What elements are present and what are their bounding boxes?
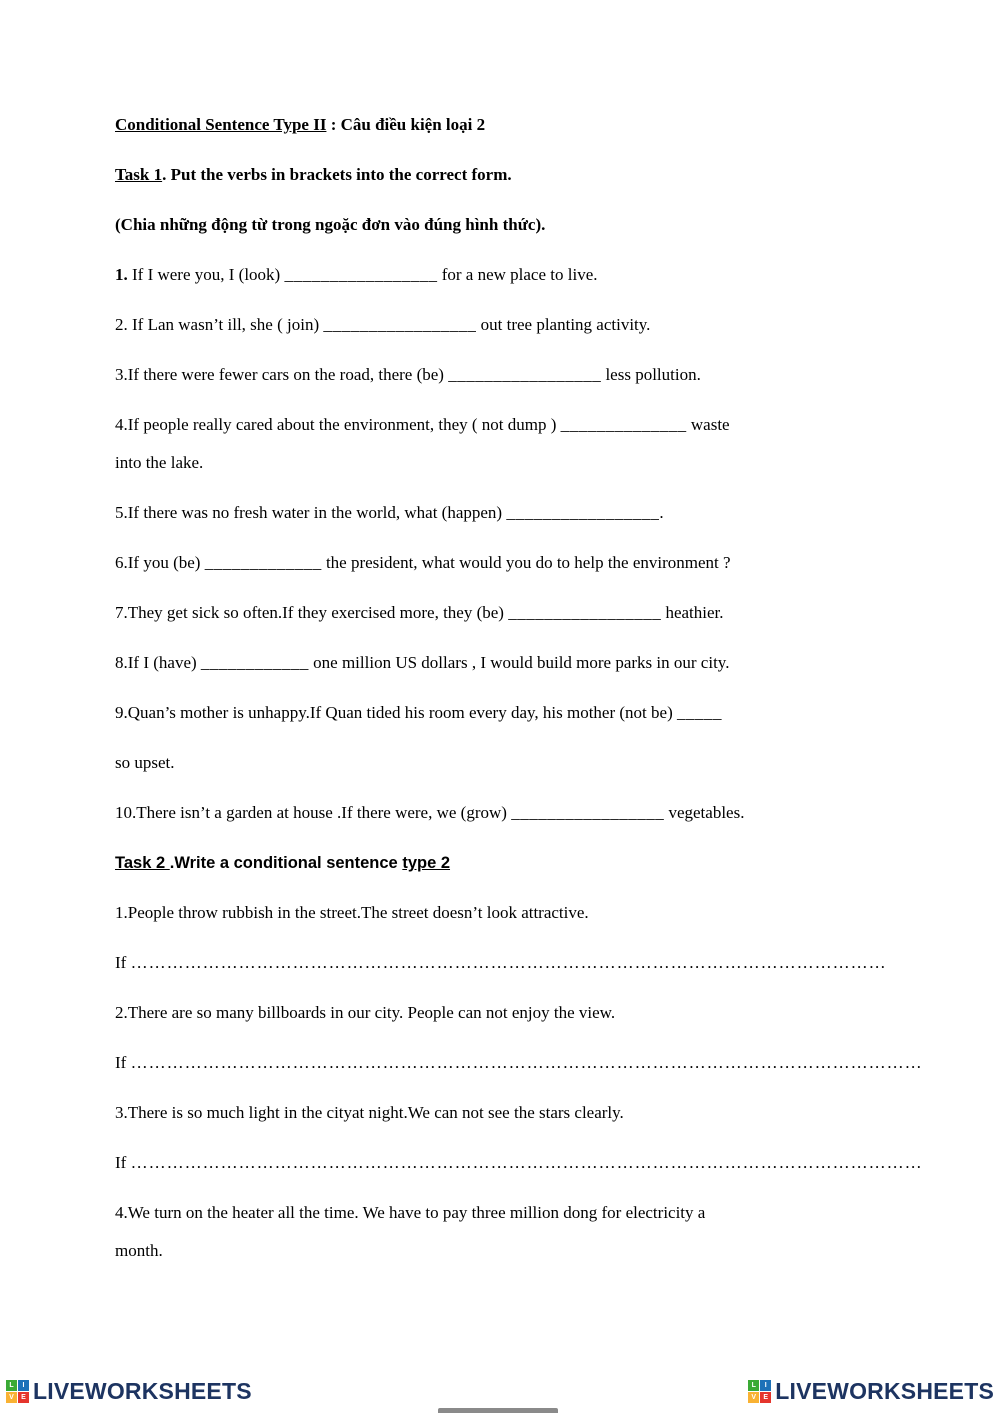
text-segment: . xyxy=(659,503,664,522)
text-segment: If xyxy=(115,1053,131,1072)
text-segment: 6.If you (be) xyxy=(115,553,205,572)
line-q4-cont xyxy=(115,451,920,475)
line-q5 xyxy=(115,501,920,525)
line-t2q4 xyxy=(115,1201,920,1225)
text-segment: Conditional Sentence Type II xyxy=(115,115,327,134)
logo-tile: E xyxy=(18,1392,29,1403)
text-segment: vegetables. xyxy=(664,803,745,822)
text-segment: type 2 xyxy=(402,854,451,872)
text-segment: If I were you, I (look) xyxy=(127,265,285,284)
text-segment: into the lake. xyxy=(115,453,204,472)
text-segment: waste xyxy=(686,415,730,434)
line-q7 xyxy=(115,601,920,625)
text-segment: 7.They get sick so often.If they exercised more, they (be) xyxy=(115,603,509,622)
line-q2 xyxy=(115,313,920,337)
answer-blank[interactable]: _________________ xyxy=(506,503,660,522)
line-q6 xyxy=(115,551,920,575)
logo-tile: L xyxy=(748,1380,759,1391)
text-segment: If xyxy=(115,1153,131,1172)
answer-blank[interactable]: _________________ xyxy=(511,803,665,822)
line-q9 xyxy=(115,701,920,725)
line-q3 xyxy=(115,363,920,387)
text-segment: one million US dollars , I would build more parks in our city. xyxy=(308,653,730,672)
text-segment: heathier. xyxy=(661,603,724,622)
text-segment: 4.We turn on the heater all the time. We have to pay three million dong for electricity a xyxy=(115,1203,706,1222)
text-segment: month. xyxy=(115,1241,163,1260)
liveworksheets-brand-text: LIVEWORKSHEETS xyxy=(33,1378,252,1404)
text-segment: 1.People throw rubbish in the street.The street doesn’t look attractive. xyxy=(115,903,589,922)
text-segment: 3.There is so much light in the cityat night.We can not see the stars clearly. xyxy=(115,1103,624,1122)
liveworksheets-brand-text: LIVEWORKSHEETS xyxy=(775,1378,994,1404)
answer-blank[interactable]: _____ xyxy=(676,703,722,722)
answer-blank[interactable]: _____________ xyxy=(204,553,322,572)
text-segment: 10.There isn’t a garden at house .If there were, we (grow) xyxy=(115,803,512,822)
logo-tile: L xyxy=(6,1380,17,1391)
line-q10 xyxy=(115,801,920,825)
logo-tile: I xyxy=(18,1380,29,1391)
text-segment: Task 2 xyxy=(115,854,170,872)
text-segment: (Chia những động từ trong ngoặc đơn vào đúng hình thức). xyxy=(115,215,546,234)
line-task1-subheading xyxy=(115,213,920,237)
line-t2a2 xyxy=(115,1051,923,1075)
liveworksheets-logo-left[interactable] xyxy=(6,1378,252,1405)
text-segment: for a new place to live. xyxy=(437,265,598,284)
text-segment: 3.If there were fewer cars on the road, there (be) xyxy=(115,365,449,384)
text-segment: 5.If there was no fresh water in the world, what (happen) xyxy=(115,503,507,522)
line-t2q1 xyxy=(115,901,920,925)
answer-line[interactable]: ……………………………………………………………………………………………………………… xyxy=(130,953,887,972)
liveworksheets-logo-grid xyxy=(748,1380,771,1403)
line-q9-cont xyxy=(115,751,920,775)
answer-blank[interactable]: _________________ xyxy=(448,365,602,384)
text-segment: 2.There are so many billboards in our city. People can not enjoy the view. xyxy=(115,1003,616,1022)
line-t2a1 xyxy=(115,951,920,975)
logo-tile: V xyxy=(748,1392,759,1403)
text-segment: so upset. xyxy=(115,753,175,772)
line-t2q4-cont xyxy=(115,1239,920,1263)
text-segment: 1. xyxy=(115,265,128,284)
text-segment: If xyxy=(115,953,131,972)
text-segment: : Câu điều kiện loại 2 xyxy=(326,115,486,134)
line-q8 xyxy=(115,651,920,675)
text-segment: less pollution. xyxy=(601,365,701,384)
logo-tile: I xyxy=(760,1380,771,1391)
text-segment: . Put the verbs in brackets into the correct form. xyxy=(162,165,512,184)
liveworksheets-logo-grid xyxy=(6,1380,29,1403)
text-segment: out tree planting activity. xyxy=(476,315,651,334)
line-task2-heading xyxy=(115,851,920,875)
line-q4 xyxy=(115,413,920,437)
line-title xyxy=(115,113,920,137)
text-segment: 9.Quan’s mother is unhappy.If Quan tided his room every day, his mother (not be) xyxy=(115,703,677,722)
answer-blank[interactable]: _________________ xyxy=(284,265,438,284)
text-segment: 8.If I (have) xyxy=(115,653,201,672)
line-t2q3 xyxy=(115,1101,920,1125)
cutoff-bottom-element xyxy=(438,1408,558,1413)
line-task1-heading xyxy=(115,163,920,187)
answer-blank[interactable]: ______________ xyxy=(560,415,687,434)
text-segment: 2. If Lan wasn’t ill, she ( join) xyxy=(115,315,324,334)
line-q1 xyxy=(115,263,920,287)
answer-line[interactable]: …………………………………………………………………………………………………………………… xyxy=(130,1053,923,1072)
answer-blank[interactable]: _________________ xyxy=(323,315,477,334)
footer xyxy=(0,1378,1000,1405)
logo-tile: E xyxy=(760,1392,771,1403)
text-segment: the president, what would you do to help the environment ? xyxy=(321,553,731,572)
text-segment: Task 1 xyxy=(115,165,163,184)
answer-blank[interactable]: _________________ xyxy=(508,603,662,622)
answer-line[interactable]: …………………………………………………………………………………………………………………… xyxy=(130,1153,923,1172)
logo-tile: V xyxy=(6,1392,17,1403)
line-t2a3 xyxy=(115,1151,923,1175)
line-t2q2 xyxy=(115,1001,920,1025)
liveworksheets-logo-right[interactable] xyxy=(748,1378,994,1405)
text-segment: 4.If people really cared about the environment, they ( not dump ) xyxy=(115,415,561,434)
text-segment: .Write a conditional sentence xyxy=(169,854,403,872)
answer-blank[interactable]: ____________ xyxy=(200,653,309,672)
